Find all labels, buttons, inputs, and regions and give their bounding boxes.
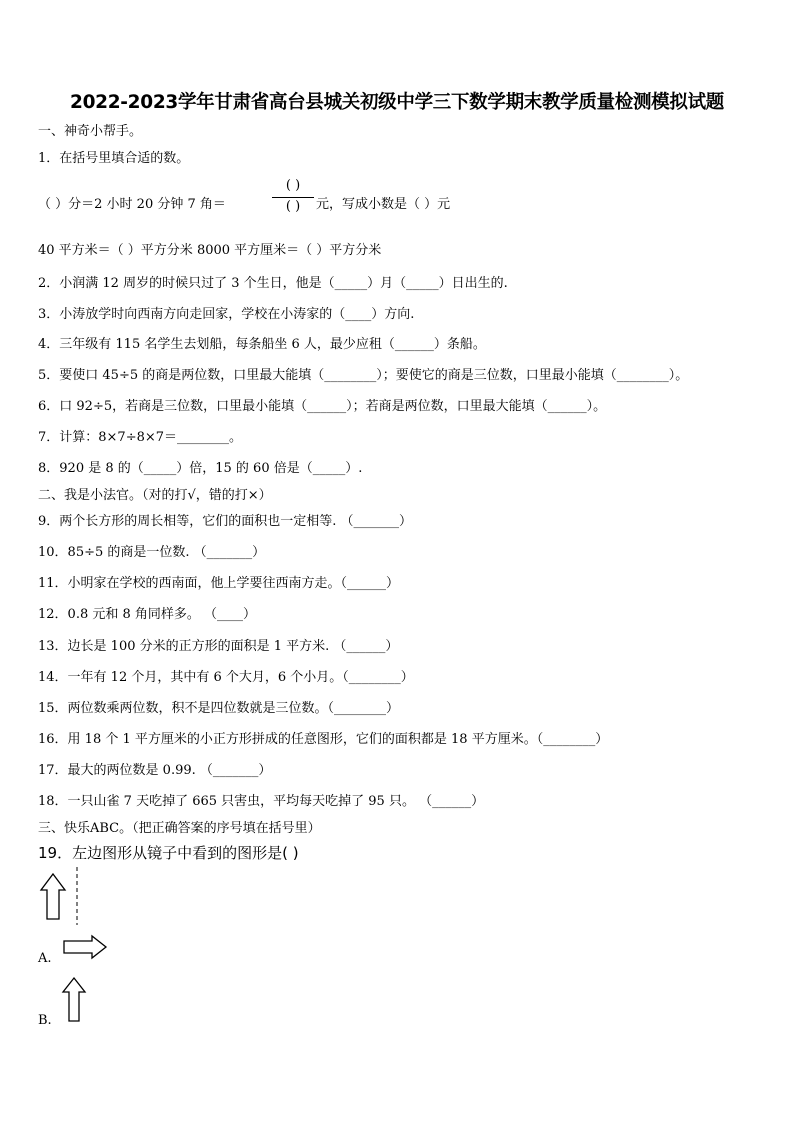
- question-9: 9．两个长方形的周长相等，它们的面积也一定相等. （_______）: [38, 514, 413, 529]
- mirror-line: [75, 867, 79, 925]
- fraction-blank: [272, 178, 314, 217]
- question-13: 13．边长是 100 分米的正方形的面积是 1 平方米. （______）: [38, 639, 399, 654]
- question-15: 15．两位数乘两位数，积不是四位数就是三位数。（________）: [38, 701, 400, 716]
- up-arrow-icon: [40, 873, 70, 921]
- fraction-numerator: ( ): [285, 178, 301, 193]
- fraction-denominator: ( ): [285, 199, 301, 214]
- up-arrow-option-b-icon: [62, 977, 86, 1023]
- question-14: 14．一年有 12 个月，其中有 6 个大月，6 个小月。（________）: [38, 670, 414, 685]
- fraction-bar: [272, 197, 314, 198]
- section-heading-2: 二、我是小法官。（对的打√，错的打×）: [38, 488, 272, 503]
- question-17: 17．最大的两位数是 0.99. （_______）: [38, 763, 272, 778]
- option-a-label: A.: [38, 951, 52, 966]
- question-10: 10．85÷5 的商是一位数. （_______）: [38, 545, 266, 560]
- question-16: 16．用 18 个 1 平方厘米的小正方形拼成的任意图形，它们的面积都是 18 平方厘米。（________）: [38, 732, 609, 747]
- section-heading-1: 一、神奇小帮手。: [38, 124, 143, 139]
- question-19: 19．左边图形从镜子中看到的图形是( ): [38, 844, 299, 862]
- question-11: 11．小明家在学校的西南面，他上学要往西南方走。（______）: [38, 576, 400, 591]
- question-3: 3．小涛放学时向西南方向走回家，学校在小涛家的（____）方向.: [38, 307, 415, 322]
- question-5: 5．要使口 45÷5 的商是两位数，口里最大能填（________）；要使它的商是三位数，口里最小能填（________）。: [38, 368, 689, 383]
- right-arrow-icon: [63, 935, 107, 959]
- question-18: 18．一只山雀 7 天吃掉了 665 只害虫，平均每天吃掉了 95 只。 （______）: [38, 794, 485, 809]
- question-2: 2．小润满 12 周岁的时候只过了 3 个生日，他是（_____）月（_____）日出生的.: [38, 276, 508, 291]
- question-12: 12．0.8 元和 8 角同样多。 （____）: [38, 607, 257, 622]
- page-title: 2022-2023学年甘肃省高台县城关初级中学三下数学期末教学质量检测模拟试题: [70, 92, 724, 113]
- question-1-line1-left: （ ）分＝2 小时 20 分钟 7 角＝: [38, 197, 226, 212]
- question-6: 6．口 92÷5，若商是三位数，口里最小能填（______）；若商是两位数，口里最大能填（______）。: [38, 399, 607, 414]
- question-1-line1-right: 元，写成小数是（ ）元: [316, 197, 451, 212]
- question-1-line2: 40 平方米＝（ ）平方分米 8000 平方厘米＝（ ）平方分米: [38, 243, 382, 258]
- question-1-intro: 1．在括号里填合适的数。: [38, 151, 190, 166]
- question-7: 7．计算：8×7÷8×7＝________。: [38, 430, 243, 445]
- section-heading-3: 三、快乐ABC。（把正确答案的序号填在括号里）: [38, 821, 321, 836]
- question-4: 4．三年级有 115 名学生去划船，每条船坐 6 人，最少应租（______）条船。: [38, 337, 486, 352]
- question-8: 8．920 是 8 的（_____）倍，15 的 60 倍是（_____）.: [38, 461, 363, 476]
- option-b-label: B.: [38, 1013, 52, 1028]
